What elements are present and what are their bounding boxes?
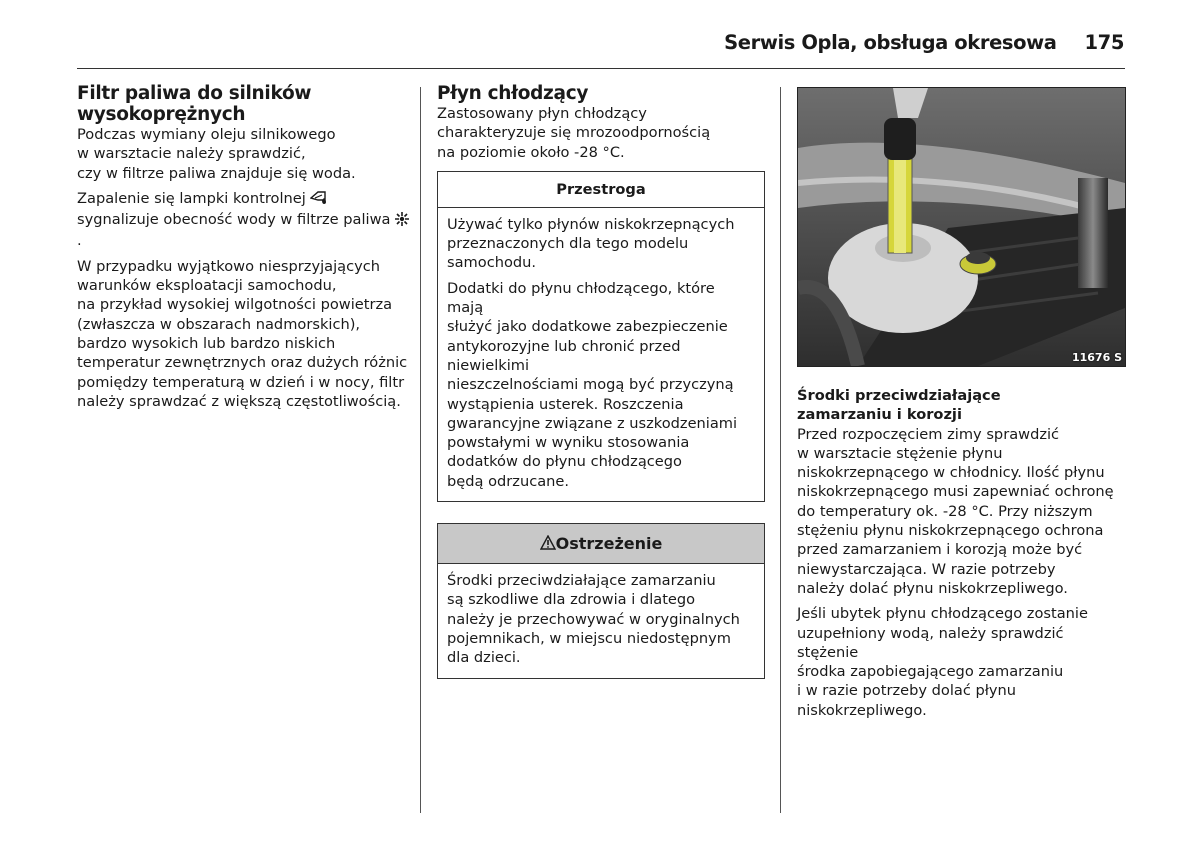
caution-box xyxy=(437,171,765,502)
indicator-text-2: sygnalizuje obecność wody w filtrze paliwa xyxy=(77,211,391,229)
warning-header xyxy=(438,524,764,564)
warning-para-1: Środki przeciwdziałające zamarzaniu są szkodliwe dla zdrowia i dlatego należy je przechowywać w oryginalnych pojemnikach, w miejscu niedostępnym dla dzieci. xyxy=(447,572,740,667)
page-number: 175 xyxy=(1084,31,1124,54)
header-rule xyxy=(77,68,1125,69)
caution-heading: Przestroga xyxy=(438,172,764,208)
column-divider-left xyxy=(420,87,421,813)
fuel-filter-water-indicator-icon xyxy=(310,190,328,210)
middle-column xyxy=(437,83,765,679)
left-column xyxy=(77,83,412,417)
fuel-filter-para-2: Zapalenie się lampki kontrolnej sygnalizuje obecność wody w filtrze paliwa . xyxy=(77,189,412,251)
caution-para-1: Używać tylko płynów niskokrzepnących przeznaczonych dla tego modelu samochodu. xyxy=(447,215,735,272)
coolant-reservoir-photo xyxy=(797,87,1126,367)
antifreeze-para-1: Przed rozpoczęciem zimy sprawdzić w warsztacie stężenie płynu niskokrzepnącego w chłodnicy. Ilość płynu niskokrzepnącego musi zapewniać ochronę do temperatury ok. -28 °C. Przy niższym stężeniu płynu niskokrzepnącego ochrona przed zamarzaniem i korozją może być niewystarczająca. W razie potrzeby należy dolać płynu niskokrzepliwego. xyxy=(797,425,1114,597)
water-in-fuel-symbol-icon xyxy=(395,212,409,231)
coolant-intro: Zastosowany płyn chłodzący charakteryzuje się mrozoodpornością na poziomie około -28 °C. xyxy=(437,105,711,161)
right-column xyxy=(797,386,1127,726)
warning-box xyxy=(437,523,765,678)
fuel-filter-heading: Filtr paliwa do silników wysokoprężnych xyxy=(77,83,312,125)
photo-reference-code: 11676 S xyxy=(1071,351,1122,364)
section-title: Serwis Opla, obsługa okresowa xyxy=(724,31,1057,54)
caution-body xyxy=(438,208,764,501)
column-divider-right xyxy=(780,87,781,813)
indicator-text: Zapalenie się lampki kontrolnej xyxy=(77,189,306,207)
warning-heading: Ostrzeżenie xyxy=(555,534,663,554)
caution-para-2: Dodatki do płynu chłodzącego, które mają służyć jako dodatkowe zabezpieczenie antykorozyjne lub chronić przed niewielkimi nieszczelnościami mogą być przyczyną wystąpienia usterek. Roszczenia gwarancyjne związane z uszkodzeniami powstałymi w wyniku stosowania dodatków do płynu chłodzącego będą odrzucane. xyxy=(447,279,738,490)
warning-body xyxy=(438,564,764,677)
fuel-filter-para-1: Podczas wymiany oleju silnikowego w warsztacie należy sprawdzić, czy w filtrze paliwa znajduje się woda. xyxy=(77,126,356,182)
fuel-filter-para-3: W przypadku wyjątkowo niesprzyjających warunków eksploatacji samochodu, na przykład wysokiej wilgotności powietrza (zwłaszcza w obszarach nadmorskich), bardzo wysokich lub bardzo niskich temperatur zewnętrznych oraz dużych różnic pomiędzy temperaturą w dzień i w nocy, filtr należy sprawdzać z większą częstotliwością. xyxy=(77,257,408,410)
running-header xyxy=(724,31,1124,54)
antifreeze-para-2: Jeśli ubytek płynu chłodzącego zostanie uzupełniony wodą, należy sprawdzić stężenie środka zapobiegającego zamarzaniu i w razie potrzeby dolać płynu niskokrzepliwego. xyxy=(797,605,1088,719)
warning-triangle-icon xyxy=(540,525,556,564)
coolant-heading: Płyn chłodzący xyxy=(437,83,589,104)
antifreeze-subheading: Środki przeciwdziałające zamarzaniu i korozji xyxy=(797,387,1001,424)
